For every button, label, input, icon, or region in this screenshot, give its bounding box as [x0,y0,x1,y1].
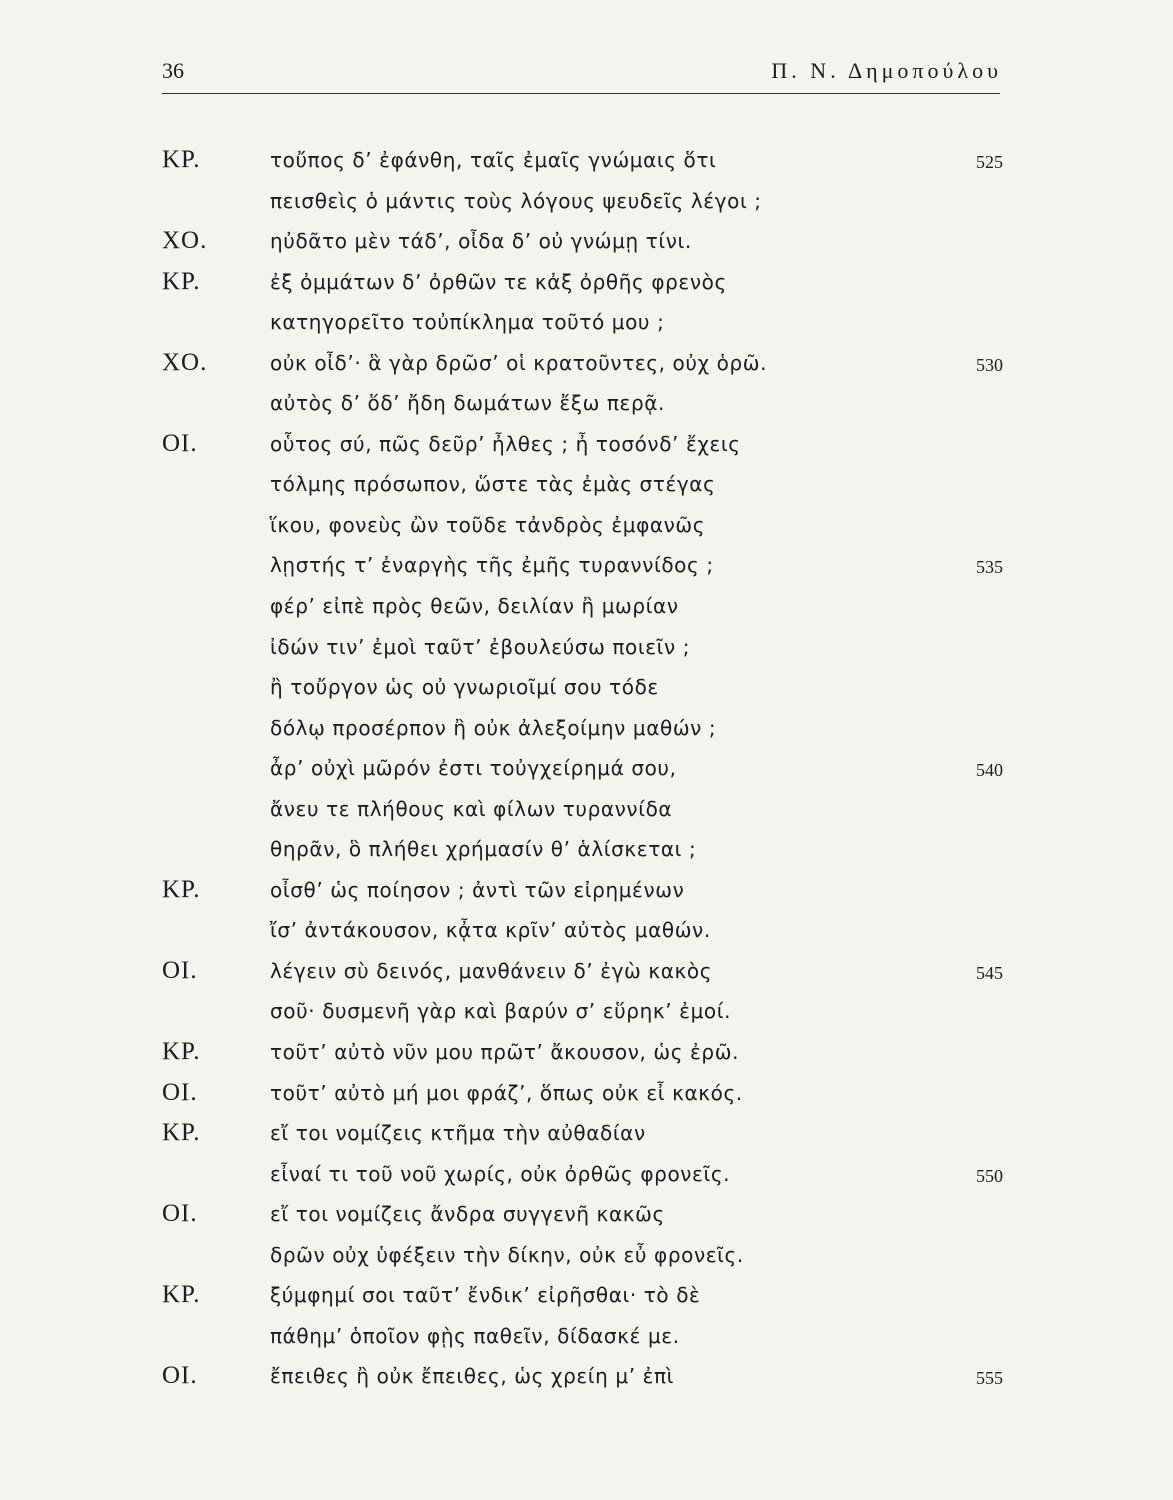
verse-line [0,951,1173,992]
verse-lines [0,140,1173,1397]
verse-text: τοῦτ’ αὐτὸ μή μοι φράζ’, ὅπως οὐκ εἶ κακός. [270,1080,743,1105]
verse-line [0,708,1173,749]
speaker-label: ΧΟ. [162,348,208,376]
verse-text: ἐξ ὀμμάτων δ’ ὀρθῶν τε κἀξ ὀρθῆς φρενὸς [270,269,727,294]
speaker-label: ΟΙ. [162,1078,198,1106]
speaker-label: ΚΡ. [162,267,201,295]
verse-line [0,1032,1173,1073]
verse-line [0,1113,1173,1154]
verse-line [0,505,1173,546]
verse-line [0,302,1173,343]
verse-line [0,1275,1173,1316]
verse-line [0,424,1173,465]
verse-text: πεισθεὶς ὁ μάντις τοὺς λόγους ψευδεῖς λέγοι ; [270,188,762,213]
speaker-label: ΟΙ. [162,1362,198,1390]
verse-text: κατηγορεῖτο τοὐπίκλημα τοῦτό μου ; [270,310,665,335]
verse-text: ἆρ’ οὐχὶ μῶρόν ἐστι τοὐγχείρημά σου, [270,756,677,781]
header-rule [162,93,1000,94]
verse-text: εἶναί τι τοῦ νοῦ χωρίς, οὐκ ὀρθῶς φρονεῖς. [270,1161,731,1186]
speaker-label: ΚΡ. [162,146,201,173]
verse-text: φέρ’ εἰπὲ πρὸς θεῶν, δειλίαν ἢ μωρίαν [270,594,679,619]
verse-line [0,627,1173,668]
speaker-label: ΚΡ. [162,1281,201,1309]
verse-line [0,1154,1173,1195]
verse-text: εἴ τοι νομίζεις ἄνδρα συγγενῆ κακῶς [270,1202,665,1227]
verse-line [0,1356,1173,1397]
line-number: 555 [976,1368,1003,1389]
verse-text: ἔπειθες ἢ οὐκ ἔπειθες, ὡς χρείη μ’ ἐπὶ [270,1364,675,1389]
verse-text: αὐτὸς δ’ ὅδ’ ἤδη δωμάτων ἔξω περᾷ. [270,391,665,416]
verse-line [0,991,1173,1032]
verse-text: ξύμφημί σοι ταῦτ’ ἔνδικ’ εἰρῆσθαι· τὸ δὲ [270,1283,701,1308]
verse-text: οὐκ οἶδ’· ἃ γὰρ δρῶσ’ οἱ κρατοῦντες, οὐχ ὁρῶ. [270,350,768,375]
page-header [162,58,1002,92]
verse-line [0,829,1173,870]
verse-line [0,262,1173,303]
speaker-label: ΧΟ. [162,227,208,255]
verse-line [0,1235,1173,1276]
verse-line [0,343,1173,384]
verse-line [0,667,1173,708]
verse-line [0,910,1173,951]
line-number: 540 [976,760,1003,781]
verse-text: ἴσ’ ἀντάκουσον, κᾆτα κρῖν’ αὐτὸς μαθών. [270,918,711,943]
line-number: 545 [976,962,1003,983]
verse-text: εἴ τοι νομίζεις κτῆμα τὴν αὐθαδίαν [270,1121,646,1146]
running-head: Π. Ν. Δημοπούλου [771,58,1002,83]
verse-text: σοῦ· δυσμενῆ γὰρ καὶ βαρύν σ’ εὕρηκ’ ἐμοί. [270,999,732,1024]
verse-line [0,870,1173,911]
verse-text: ἰδών τιν’ ἐμοὶ ταῦτ’ ἐβουλεύσω ποιεῖν ; [270,634,691,659]
verse-text: οἶσθ’ ὡς ποίησον ; ἀντὶ τῶν εἰρημένων [270,877,685,902]
verse-text: τοῦτ’ αὐτὸ νῦν μου πρῶτ’ ἄκουσον, ὡς ἐρῶ. [270,1040,740,1065]
verse-text: λῃστής τ’ ἐναργὴς τῆς ἐμῆς τυραννίδος ; [270,553,714,578]
verse-text: ἄνευ τε πλήθους καὶ φίλων τυραννίδα [270,796,673,821]
verse-text: δρῶν οὐχ ὑφέξειν τὴν δίκην, οὐκ εὖ φρονεῖς. [270,1242,744,1267]
verse-line [0,1073,1173,1114]
verse-line [0,464,1173,505]
speaker-label: ΟΙ. [162,1200,198,1228]
verse-line [0,181,1173,222]
verse-line [0,586,1173,627]
verse-text: ηὐδᾶτο μὲν τάδ’, οἶδα δ’ οὐ γνώμῃ τίνι. [270,229,692,254]
verse-line [0,140,1173,181]
verse-line [0,221,1173,262]
verse-text: δόλῳ προσέρπον ἢ οὐκ ἀλεξοίμην μαθών ; [270,715,717,740]
verse-text: τοὔπος δ’ ἐφάνθη, ταῖς ἐμαῖς γνώμαις ὅτι [270,148,717,172]
verse-text: λέγειν σὺ δεινός, μανθάνειν δ’ ἐγὼ κακὸς [270,958,713,983]
line-number: 550 [976,1165,1003,1186]
verse-line [0,748,1173,789]
line-number: 535 [976,557,1003,578]
speaker-label: ΚΡ. [162,875,201,903]
verse-text: πάθημ’ ὁποῖον φῂς παθεῖν, δίδασκέ με. [270,1323,680,1348]
speaker-label: ΟΙ. [162,429,198,457]
verse-text: θηρᾶν, ὃ πλήθει χρήμασίν θ’ ἁλίσκεται ; [270,837,697,862]
verse-line [0,545,1173,586]
verse-line [0,383,1173,424]
speaker-label: ΚΡ. [162,1038,201,1066]
verse-line [0,789,1173,830]
verse-text: ἵκου, φονεὺς ὢν τοῦδε τἀνδρὸς ἐμφανῶς [270,512,706,537]
speaker-label: ΚΡ. [162,1119,201,1147]
verse-line [0,1194,1173,1235]
line-number: 525 [976,152,1003,172]
verse-line [0,1316,1173,1357]
verse-text: ἢ τοὔργον ὡς οὐ γνωριοῖμί σου τόδε [270,675,659,700]
page-number: 36 [162,58,184,83]
verse-text: τόλμης πρόσωπον, ὥστε τὰς ἐμὰς στέγας [270,472,716,497]
verse-text: οὗτος σύ, πῶς δεῦρ’ ἦλθες ; ἦ τοσόνδ’ ἔχεις [270,431,741,456]
speaker-label: ΟΙ. [162,956,198,984]
line-number: 530 [976,354,1003,375]
